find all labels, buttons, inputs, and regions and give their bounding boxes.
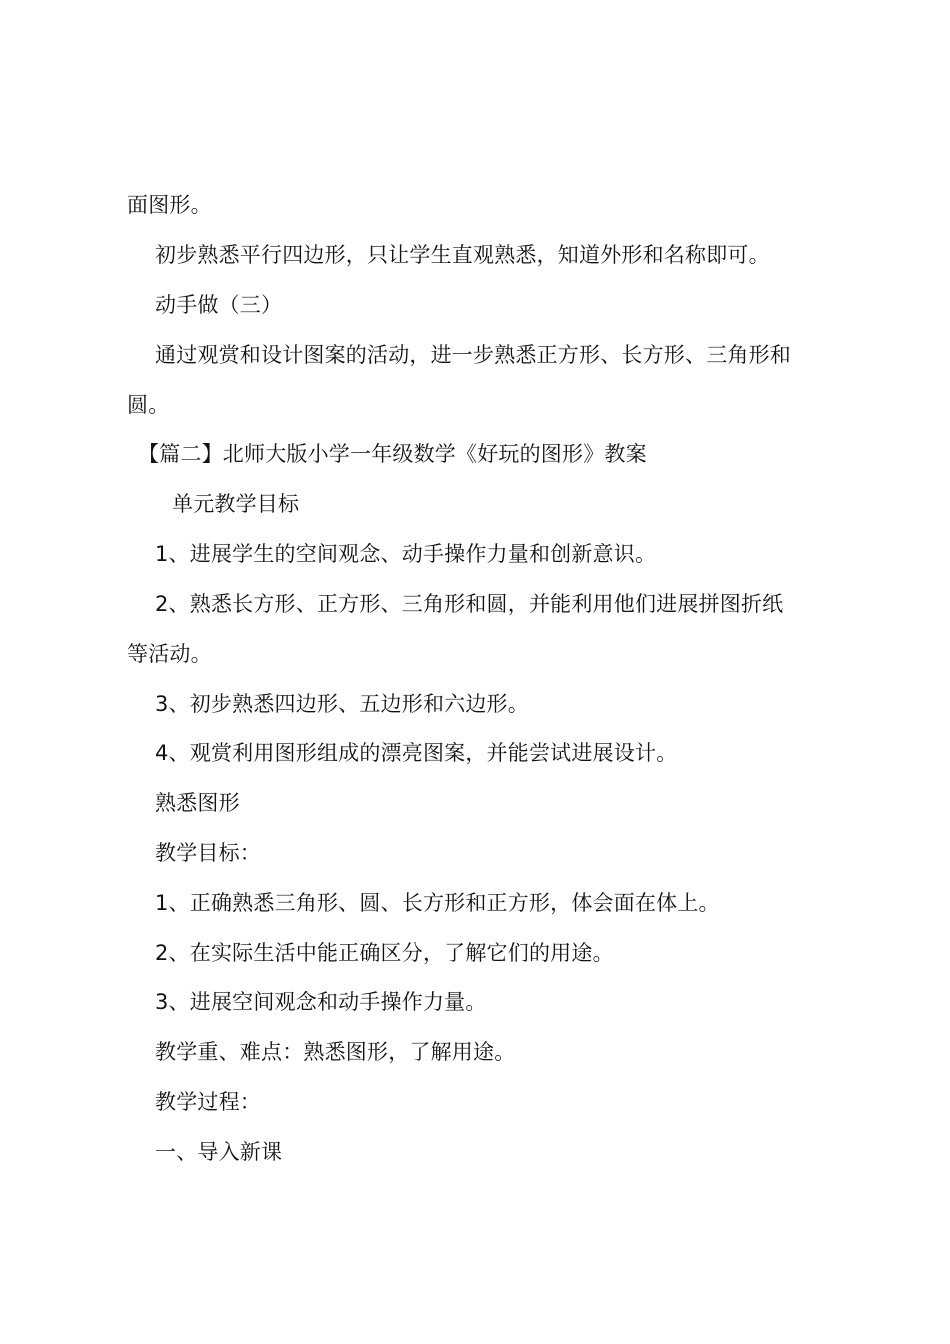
section-heading: 【篇二】北师大版小学一年级数学《好玩的图形》教案 [138, 442, 647, 466]
text-line: 初步熟悉平行四边形，只让学生直观熟悉，知道外形和名称即可。 [155, 243, 770, 267]
text-line: 动手做（三） [155, 293, 283, 317]
text-line: 圆。 [127, 393, 170, 417]
text-line: 教学目标： [155, 841, 261, 865]
text-line: 4、观赏利用图形组成的漂亮图案，并能尝试进展设计。 [155, 741, 678, 765]
text-line: 2、熟悉长方形、正方形、三角形和圆，并能利用他们进展拼图折纸 [155, 592, 784, 616]
text-line: 等活动。 [127, 642, 212, 666]
text-line: 3、进展空间观念和动手操作力量。 [155, 990, 487, 1014]
text-line: 通过观赏和设计图案的活动，进一步熟悉正方形、长方形、三角形和 [155, 343, 791, 367]
text-line: 教学过程： [155, 1090, 261, 1114]
text-line: 3、初步熟悉四边形、五边形和六边形。 [155, 692, 529, 716]
subheading: 熟悉图形 [155, 791, 240, 815]
subheading: 单元教学目标 [172, 492, 300, 516]
text-line: 面图形。 [127, 193, 212, 217]
text-line: 一、导入新课 [155, 1140, 283, 1164]
text-line: 1、正确熟悉三角形、圆、长方形和正方形，体会面在体上。 [155, 891, 720, 915]
text-line: 1、进展学生的空间观念、动手操作力量和创新意识。 [155, 542, 657, 566]
text-line: 2、在实际生活中能正确区分，了解它们的用途。 [155, 941, 614, 965]
text-line: 教学重、难点：熟悉图形，了解用途。 [155, 1040, 516, 1064]
